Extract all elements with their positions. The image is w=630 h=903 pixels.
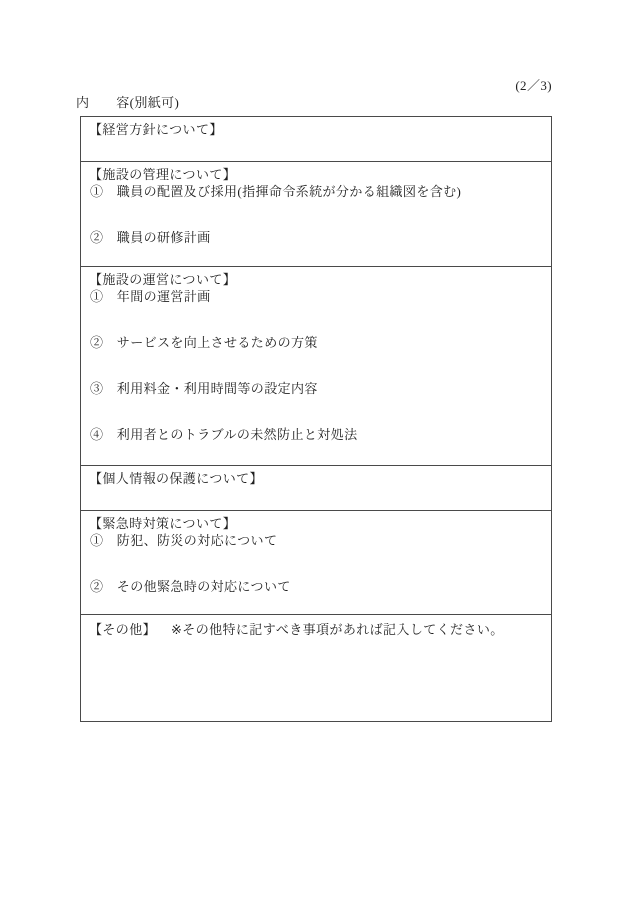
- content-label: 内 容(別紙可): [76, 95, 180, 110]
- section-title: 【施設の管理について】: [89, 167, 237, 182]
- section-item: ② 職員の研修計画: [90, 230, 211, 245]
- section-item: ① 職員の配置及び採用(指揮命令系統が分かる組織図を含む): [90, 184, 462, 199]
- section-personal-information: [81, 465, 551, 510]
- section-title-line: [89, 622, 543, 638]
- section-title: 【個人情報の保護について】: [89, 471, 263, 486]
- section-title: 【経営方針について】: [89, 122, 223, 137]
- section-item: ④ 利用者とのトラブルの未然防止と対処法: [90, 427, 358, 442]
- section-item: ① 防犯、防災の対応について: [90, 533, 278, 548]
- section-title: 【その他】: [89, 622, 157, 637]
- section-other: [81, 614, 551, 723]
- section-facility-management: [81, 161, 551, 266]
- section-item: ② その他緊急時の対応について: [90, 579, 291, 594]
- section-management-policy: [81, 117, 551, 161]
- section-facility-operation: [81, 266, 551, 465]
- section-item: ③ 利用料金・利用時間等の設定内容: [90, 381, 318, 396]
- section-emergency-measures: [81, 510, 551, 614]
- section-item: ② サービスを向上させるための方策: [90, 335, 318, 350]
- application-form-table: [80, 116, 552, 722]
- page-number: (2／3): [515, 78, 552, 93]
- section-title: 【施設の運営について】: [89, 272, 237, 287]
- section-item: ① 年間の運営計画: [90, 289, 211, 304]
- section-title: 【緊急時対策について】: [89, 516, 237, 531]
- section-note: ※その他特に記すべき事項があれば記入してください。: [171, 622, 504, 637]
